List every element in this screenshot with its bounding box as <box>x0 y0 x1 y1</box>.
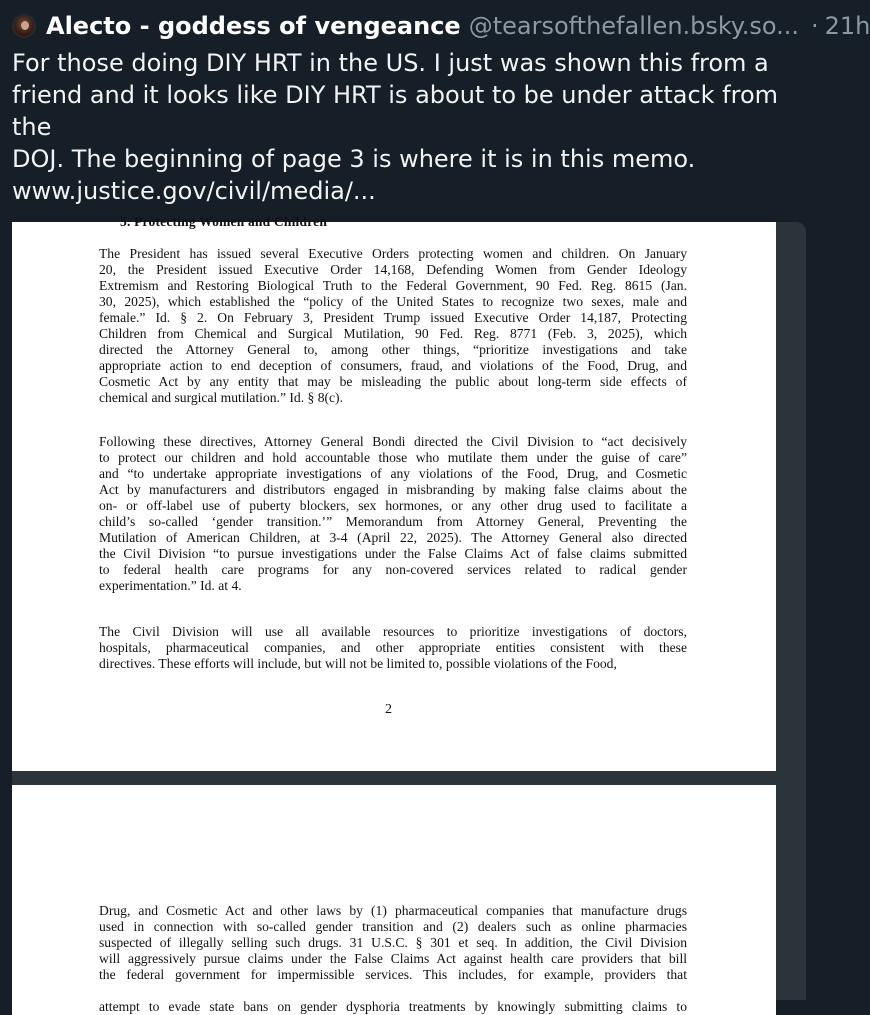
document-line: chemical and surgical mutilation.” Id. § 8(c). <box>99 390 343 405</box>
page-number: 2 <box>385 702 392 717</box>
document-line: Extremism and Restoring Biological Truth to the Federal Government, 90 Fed. Reg. 8615 (Jan. <box>99 278 687 293</box>
document-line: Children from Chemical and Surgical Mutilation, 90 Fed. Reg. 8771 (Feb. 3, 2025), which <box>99 326 687 341</box>
document-line: female.” Id. § 2. On February 3, President Trump issued Executive Order 14,187, Protecting <box>99 310 687 325</box>
display-name[interactable]: Alecto - goddess of vengeance <box>46 12 461 40</box>
document-paragraph <box>99 903 687 983</box>
separator-dot: · <box>811 12 819 40</box>
document-line: Cosmetic Act by any entity that may be misleading the public about long-term side effects of <box>99 374 687 389</box>
user-handle[interactable]: @tearsofthefallen.bsky.so... <box>468 12 799 40</box>
image-embed[interactable] <box>12 214 806 1014</box>
document-page <box>12 785 776 1015</box>
document-line: will aggressively pursue claims under the False Claims Act against health care providers that bill <box>99 951 687 966</box>
document-line: suspected of illegally selling such drugs. 31 U.S.C. § 301 et seq. In addition, the Civil Division <box>99 935 687 950</box>
document-line: hospitals, pharmaceutical companies, and other appropriate entities consistent with these <box>99 640 687 655</box>
document-line: the federal government for impermissible services. This includes, for example, providers that <box>99 967 687 982</box>
document-line: experimentation.” Id. at 4. <box>99 578 242 593</box>
document-line: used in connection with so-called gender transition and (2) dealers such as online pharmacies <box>99 919 687 934</box>
document-line: Act by manufacturers and distributors engaged in misbranding by making false claims about the <box>99 482 687 497</box>
document-line: on- or off-label use of puberty blockers, sex hormones, or any other drug used to facilitate a <box>99 498 687 513</box>
document-line: and “to undertake appropriate investigations of any violations of the Food, Drug, and Cosmetic <box>99 466 687 481</box>
post-header <box>12 8 870 44</box>
document-line: The President has issued several Executive Orders protecting women and children. On January <box>99 246 687 261</box>
document-line: the Civil Division “to pursue investigations under the False Claims Act of false claims submitted <box>99 546 687 561</box>
document-line: Mutilation of American Children, at 3-4 (April 22, 2025). The Attorney General also directed <box>99 530 687 545</box>
avatar-icon[interactable] <box>12 14 36 38</box>
document-line: to federal health care programs for any non-covered services related to radical gender <box>99 562 687 577</box>
document-paragraph <box>99 434 687 594</box>
document-line: The Civil Division will use all available resources to prioritize investigations of doctors, <box>99 624 687 639</box>
document-page <box>12 214 776 771</box>
document-line: directives. These efforts will include, but will not be limited to, possible violations of the Food, <box>99 656 617 671</box>
post-text-line: For those doing DIY HRT in the US. I just was shown this from a <box>12 49 769 77</box>
document-line: directed the Attorney General to, among other things, “prioritize investigations and take <box>99 342 687 357</box>
document-paragraph <box>99 624 687 672</box>
external-link[interactable]: www.justice.gov/civil/media/... <box>12 177 376 205</box>
document-line: to protect our children and hold accountable those who mutilate them under the guise of care” <box>99 450 687 465</box>
post-text-line: friend and it looks like DIY HRT is about to be under attack from the <box>12 81 779 141</box>
post-timestamp[interactable]: 21h <box>824 12 870 40</box>
document-line: 30, 2025), which established the “policy of the United States to recognize two sexes, male and <box>99 294 687 309</box>
document-line: child’s so-called ‘gender transition.’” Memorandum from Attorney General, Preventing the <box>99 514 687 529</box>
document-line: Drug, and Cosmetic Act and other laws by (1) pharmaceutical companies that manufacture drugs <box>99 903 687 918</box>
post-text <box>12 47 802 175</box>
document-line-cut: attempt to evade state bans on gender dysphoria treatments by knowingly submitting claims to <box>99 999 687 1014</box>
section-heading: 3. Protecting Women and Children <box>120 214 328 229</box>
document-paragraph <box>99 246 687 406</box>
document-line: 20, the President issued Executive Order 14,168, Defending Women from Gender Ideology <box>99 262 687 277</box>
document-line: Following these directives, Attorney General Bondi directed the Civil Division to “act decisively <box>99 434 687 449</box>
post-text-line: DOJ. The beginning of page 3 is where it is in this memo. <box>12 145 696 173</box>
document-line: appropriate action to end deception of consumers, fraud, and violations of the Food, Drug, and <box>99 358 687 373</box>
